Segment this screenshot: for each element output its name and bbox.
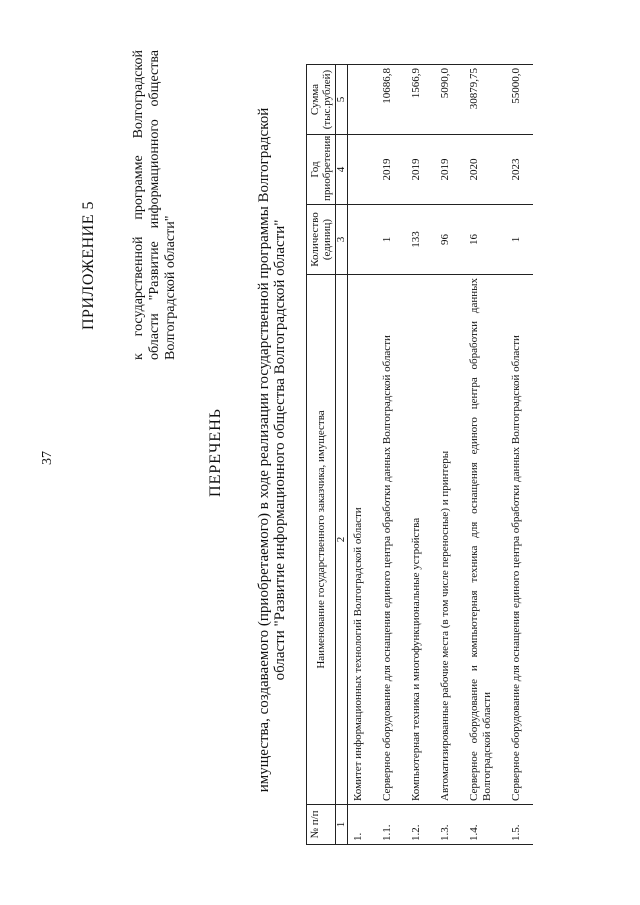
row-year: 2023 [506, 135, 533, 205]
row-year: 2020 [464, 135, 506, 205]
property-table [306, 64, 533, 845]
table-row [406, 65, 435, 845]
table-row [435, 65, 464, 845]
row-qty: 96 [435, 205, 464, 275]
row-num: 1.3. [435, 805, 464, 845]
col-number: 3 [336, 205, 348, 275]
appendix-label: ПРИЛОЖЕНИЕ 5 [80, 200, 97, 330]
row-sum: 1566,9 [406, 65, 435, 135]
appendix-text: к государственной программе Волгоградской области "Развитие информационного общества Волгоградской области" [131, 50, 178, 360]
header-num: № п/п [307, 805, 336, 845]
row-sum: 5090,0 [435, 65, 464, 135]
row-qty: 1 [377, 205, 406, 275]
header-qty: Количество (единиц) [307, 205, 336, 275]
row-sum: 55000,0 [506, 65, 533, 135]
header-year: Год приобретения [307, 135, 336, 205]
row-name: Серверное оборудование для оснащения единого центра обработки данных Волгоградской области [506, 275, 533, 805]
row-name: Комитет информационных технологий Волгоградской области [348, 275, 378, 805]
col-number: 2 [336, 275, 348, 805]
row-year: 2019 [377, 135, 406, 205]
row-qty: 133 [406, 205, 435, 275]
table-row [506, 65, 533, 845]
table-row [348, 65, 378, 845]
header-name: Наименование государственного заказчика, имущества [307, 275, 336, 805]
row-sum: 10686,8 [377, 65, 406, 135]
col-number: 5 [336, 65, 348, 135]
row-year: 2019 [406, 135, 435, 205]
document-title: ПЕРЕЧЕНЬ [207, 408, 224, 497]
row-qty: 16 [464, 205, 506, 275]
table-column-numbers [336, 65, 348, 845]
row-num: 1.2. [406, 805, 435, 845]
document-subtitle: имущества, создаваемого (приобретаемого) в ходе реализации государственной программы Волгоградской области "Развитие информационного общества Волгоградской области" [256, 107, 288, 793]
table-row [464, 65, 506, 845]
row-name: Серверное оборудование и компьютерная техника для оснащения единого центра обработки данных Волгоградской области [464, 275, 506, 805]
row-year: 2019 [435, 135, 464, 205]
table-header-row [307, 65, 336, 845]
col-number: 1 [336, 805, 348, 845]
col-number: 4 [336, 135, 348, 205]
row-sum [348, 65, 378, 135]
row-name: Компьютерная техника и многофункциональные устройства [406, 275, 435, 805]
row-qty [348, 205, 378, 275]
row-name: Серверное оборудование для оснащения единого центра обработки данных Волгоградской области [377, 275, 406, 805]
table-row [377, 65, 406, 845]
row-num: 1.1. [377, 805, 406, 845]
page-number: 37 [40, 451, 55, 465]
header-sum: Сумма (тыс.рублей) [307, 65, 336, 135]
row-num: 1.5. [506, 805, 533, 845]
row-num: 1. [348, 805, 378, 845]
row-year [348, 135, 378, 205]
row-qty: 1 [506, 205, 533, 275]
row-name: Автоматизированные рабочие места (в том числе переносные) и принтеры [435, 275, 464, 805]
row-num: 1.4. [464, 805, 506, 845]
row-sum: 30879,75 [464, 65, 506, 135]
